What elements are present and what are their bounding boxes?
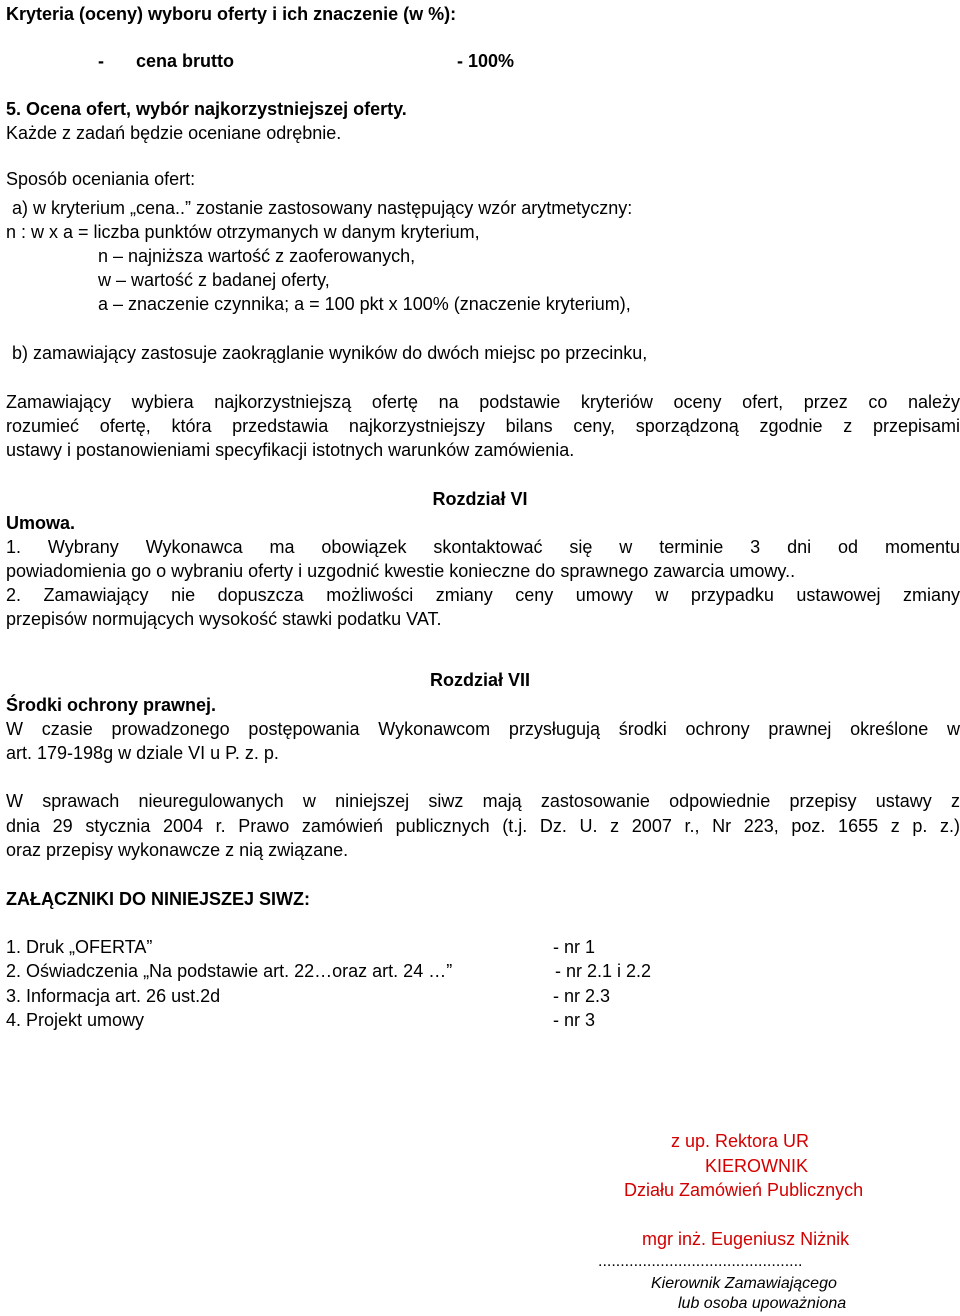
selection-paragraph-line: rozumieć ofertę, która przedstawia najkorzystniejszy bilans ceny, sporządzoną zgodnie z przepisami	[6, 416, 960, 436]
signature-name: mgr inż. Eugeniusz Niżnik	[642, 1229, 850, 1249]
attachment-ref: - nr 2.1 i 2.2	[555, 961, 652, 981]
criterion-a-line: a) w kryterium „cena..” zostanie zastosowany następujący wzór arytmetyczny:	[12, 198, 633, 218]
attachment-label: 4. Projekt umowy	[6, 1010, 145, 1030]
chapter7-subtitle: Środki ochrony prawnej.	[6, 695, 217, 715]
chapter7-line: dnia 29 stycznia 2004 r. Prawo zamówień publicznych (t.j. Dz. U. z 2007 r., Nr 223, poz. 1655 z p. z.)	[6, 816, 960, 836]
chapter7-line: art. 179-198g w dziale VI u P. z. p.	[6, 743, 279, 763]
section5-heading: 5. Ocena ofert, wybór najkorzystniejszej oferty.	[6, 99, 407, 119]
criteria-heading: Kryteria (oceny) wyboru oferty i ich znaczenie (w %):	[6, 4, 457, 24]
attachment-label: 3. Informacja art. 26 ust.2d	[6, 986, 221, 1006]
definition-a: a – znaczenie czynnika; a = 100 pkt x 100% (znaczenie kryterium),	[98, 294, 631, 314]
attachments-heading: ZAŁĄCZNIKI DO NINIEJSZEJ SIWZ:	[6, 889, 311, 909]
chapter7-title: Rozdział VII	[429, 670, 530, 690]
attachment-label: 1. Druk „OFERTA”	[6, 937, 153, 957]
attachment-ref: - nr 3	[553, 1010, 596, 1030]
chapter7-line: W sprawach nieuregulowanych w niniejszej siwz mają zastosowanie odpowiednie przepisy ustawy z	[6, 791, 960, 811]
signature-role: Kierownik Zamawiającego	[651, 1275, 837, 1292]
signature-department: Działu Zamówień Publicznych	[624, 1180, 864, 1200]
definition-n: n – najniższa wartość z zaoferowanych,	[98, 246, 416, 266]
chapter6-title: Rozdział VI	[432, 489, 528, 509]
criteria-item-label: cena brutto	[136, 51, 235, 71]
chapter6-line: 2. Zamawiający nie dopuszcza możliwości zmiany ceny umowy w przypadku ustawowej zmiany	[6, 585, 960, 605]
attachment-label: 2. Oświadczenia „Na podstawie art. 22…oraz art. 24 …”	[6, 961, 453, 981]
signature-title: KIEROWNIK	[705, 1156, 809, 1176]
signature-authority: z up. Rektora UR	[671, 1131, 810, 1151]
selection-paragraph-line: Zamawiający wybiera najkorzystniejszą ofertę na podstawie kryteriów oceny ofert, przez co należy	[6, 392, 960, 412]
chapter6-line: 1. Wybrany Wykonawca ma obowiązek skontaktować się w terminie 3 dni od momentu	[6, 537, 960, 557]
attachment-ref: - nr 2.3	[553, 986, 611, 1006]
criteria-item-value: - 100%	[457, 51, 515, 71]
chapter6-subtitle: Umowa.	[6, 513, 76, 533]
signature-role-alt: lub osoba upoważniona	[678, 1295, 847, 1312]
chapter6-line: powiadomienia go o wybraniu oferty i uzgodnić kwestie konieczne do sprawnego zawarcia umowy..	[6, 561, 796, 581]
rounding-line: b) zamawiający zastosuje zaokrąglanie wyników do dwóch miejsc po przecinku,	[12, 343, 648, 363]
definition-w: w – wartość z badanej oferty,	[98, 270, 330, 290]
attachment-ref: - nr 1	[553, 937, 596, 957]
signature-dots: ..............................................	[598, 1253, 803, 1270]
chapter7-line: oraz przepisy wykonawcze z nią związane.	[6, 840, 349, 860]
chapter6-line: przepisów normujących wysokość stawki podatku VAT.	[6, 609, 442, 629]
section5-line1: Każde z zadań będzie oceniane odrębnie.	[6, 123, 342, 143]
formula-line: n : w x a = liczba punktów otrzymanych w danym kryterium,	[6, 222, 480, 242]
criteria-dash: -	[98, 51, 104, 71]
selection-paragraph-line: ustawy i postanowieniami specyfikacji istotnych warunków zamówienia.	[6, 440, 575, 460]
chapter7-line: W czasie prowadzonego postępowania Wykonawcom przysługują środki ochrony prawnej określone w	[6, 719, 960, 739]
section5-line2: Sposób oceniania ofert:	[6, 169, 196, 189]
